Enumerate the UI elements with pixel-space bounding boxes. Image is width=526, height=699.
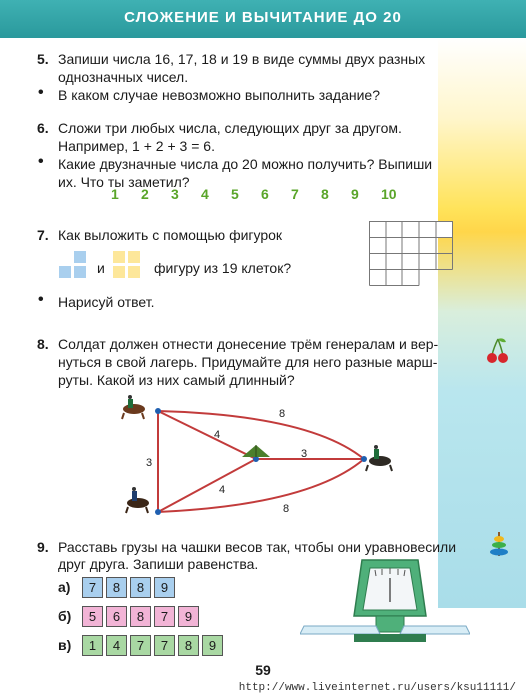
route-bottom (158, 459, 364, 512)
green-number: 9 (351, 186, 359, 202)
task5-number: 5. (37, 51, 49, 67)
scales-icon (300, 556, 470, 654)
green-number: 1 (111, 186, 119, 202)
label-top: 8 (279, 408, 286, 420)
green-number: 7 (291, 186, 299, 202)
weight-box: 9 (202, 635, 223, 656)
weight-box: 8 (106, 577, 127, 598)
horse-rider-icon (366, 445, 392, 471)
task7-number: 7. (37, 227, 49, 243)
task8-line1: Солдат должен отнести донесение трём генералам и вер- (58, 336, 439, 352)
weight-box: 4 (106, 635, 127, 656)
blue-l-shape-piece (58, 250, 87, 279)
green-number-row (99, 186, 419, 206)
green-number: 6 (261, 186, 269, 202)
weight-box: 7 (130, 635, 151, 656)
green-number: 10 (381, 186, 397, 202)
route-map (110, 395, 410, 525)
task8-number: 8. (37, 336, 49, 352)
grid-figure-19-cells (369, 221, 453, 286)
label-upper-diag: 4 (214, 429, 221, 441)
task6-line2: Например, 1 + 2 + 3 = 6. (58, 138, 215, 154)
source-url[interactable]: http://www.liveinternet.ru/users/ksu11111/ (238, 682, 516, 694)
task8-line3: руты. Какой из них самый длинный? (58, 372, 295, 388)
task6-line1: Сложи три любых числа, следующих друг за другом. (58, 120, 402, 136)
pyramid-toy-icon (487, 530, 511, 560)
weight-box: 5 (82, 606, 103, 627)
green-number: 2 (141, 186, 149, 202)
weight-box: 6 (106, 606, 127, 627)
bullet-icon: • (38, 84, 44, 101)
task7-line2: фигуру из 19 клеток? (154, 260, 292, 276)
weight-box: 8 (178, 635, 199, 656)
task9-number: 9. (37, 539, 49, 555)
horse-rider-icon (122, 395, 145, 419)
bullet-icon: • (38, 153, 44, 170)
weight-box: 7 (154, 606, 175, 627)
task5-line1: Запиши числа 16, 17, 18 и 19 в виде суммы двух разных (58, 51, 426, 67)
label-bottom: 8 (283, 503, 290, 515)
bullet-icon: • (38, 291, 44, 308)
label-lower-diag: 4 (219, 484, 226, 496)
row-c-label: в) (58, 637, 72, 653)
route-upper-diag (158, 411, 256, 459)
general-point (155, 408, 161, 414)
page-number: 59 (255, 662, 271, 678)
horse-rider-icon (126, 487, 149, 513)
green-number: 5 (231, 186, 239, 202)
green-number: 4 (201, 186, 209, 202)
row-b-label: б) (58, 608, 72, 624)
weight-box: 7 (154, 635, 175, 656)
task6-number: 6. (37, 120, 49, 136)
task9-line2: друг друга. Запиши равенства. (58, 556, 259, 572)
label-left: 3 (146, 457, 153, 469)
task7-bullet-text: Нарисуй ответ. (58, 294, 155, 310)
task6-bullet-line1: Какие двузначные числа до 20 можно получить? Выпиши (58, 156, 433, 172)
green-number: 8 (321, 186, 329, 202)
weight-box: 7 (82, 577, 103, 598)
label-middle: 3 (301, 448, 308, 460)
chapter-header (0, 0, 526, 38)
task5-line2: однозначных чисел. (58, 69, 189, 85)
weight-box: 1 (82, 635, 103, 656)
task7-line1: Как выложить с помощью фигурок (58, 227, 283, 243)
task7-and: и (97, 260, 105, 276)
weight-box: 8 (130, 606, 151, 627)
side-color-band (438, 38, 526, 608)
task6-bullet-line2: их. Что ты заметил? (58, 174, 190, 190)
row-a-label: а) (58, 579, 71, 595)
weight-box: 9 (154, 577, 175, 598)
chapter-title: СЛОЖЕНИЕ И ВЫЧИТАНИЕ ДО 20 (124, 9, 402, 26)
weight-box: 9 (178, 606, 199, 627)
task5-bullet-text: В каком случае невозможно выполнить задание? (58, 87, 380, 103)
task9-line1: Расставь грузы на чашки весов так, чтобы они уравновесили (58, 539, 457, 555)
camp-tent-icon (242, 445, 270, 457)
general-point (155, 509, 161, 515)
general-point (361, 456, 367, 462)
yellow-square-piece (112, 250, 141, 279)
green-number: 3 (171, 186, 179, 202)
cherry-icon (486, 337, 510, 367)
weight-box: 8 (130, 577, 151, 598)
task8-line2: нуться в свой лагерь. Придумайте для него разные марш- (58, 354, 438, 370)
